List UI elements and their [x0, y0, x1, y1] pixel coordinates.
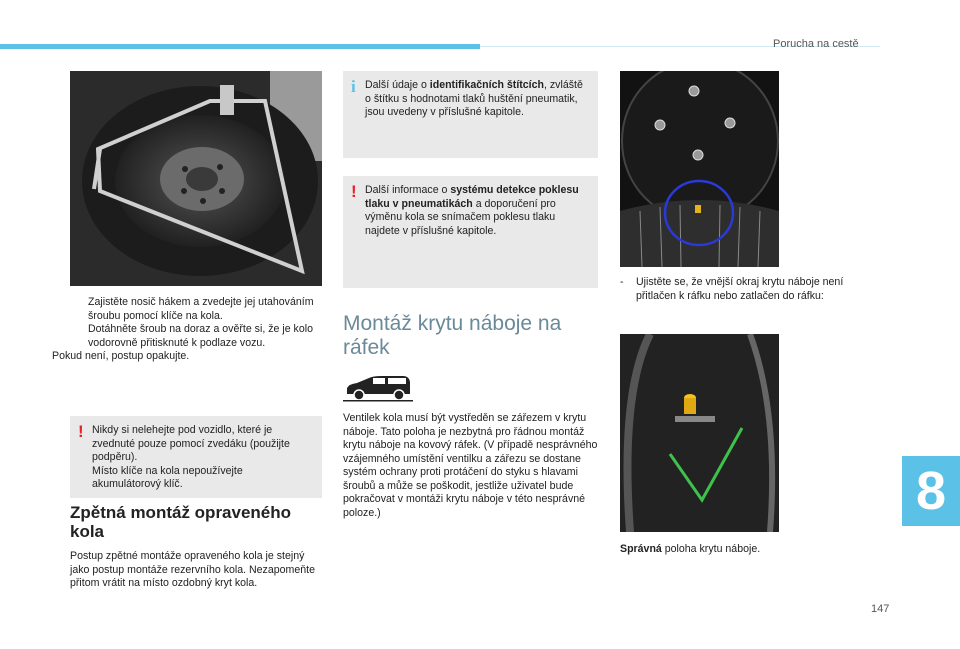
procedure-steps: [52, 296, 322, 364]
list-item-text: Dotáhněte šroub na doraz a ověřte si, že je kolo vodorovně přitisknuté k podlaze vozu.: [88, 323, 313, 349]
chapter-tab: 8: [902, 456, 960, 526]
info-note-labels: [343, 71, 598, 158]
valve-checkmark-photo: [620, 334, 779, 532]
header-accent-bar: [0, 44, 480, 49]
warning-note-tpms: [343, 176, 598, 288]
warning-text-2: Místo klíče na kola nepoužívejte akumulátorový klíč.: [92, 464, 243, 490]
check-hubcap-step: [620, 276, 882, 303]
caption-text: poloha krytu náboje.: [661, 543, 761, 555]
list-item: [70, 296, 322, 323]
photo-caption: [620, 543, 760, 555]
warning-text-bold: systému detekce poklesu tlaku v pneumatikách: [365, 184, 579, 210]
wheel-hub-bolts-photo: [620, 71, 779, 267]
chapter-title: Porucha na cestě: [773, 38, 859, 50]
list-item: [70, 323, 322, 350]
caption-bold: Správná: [620, 543, 662, 555]
warning-text-suffix: a doporučení pro výměnu kola se snímačem poklesu tlaku najdete v příslušné kapitole.: [365, 197, 556, 237]
info-text-bold: identifikačních štítcích: [429, 79, 544, 91]
warning-text-1: Nikdy si nelehejte pod vozidlo, které je zvednuté pouze pomocí zvedáku (použijte podpěru).: [92, 424, 290, 463]
section-text-refit: Postup zpětné montáže opraveného kola je stejný jako postup montáže rezervního kola. Nezapomeňte přitom vrátit na místo ozdobný kryt kola.: [70, 550, 315, 589]
info-icon: i: [351, 77, 356, 96]
van-silhouette-icon: [343, 374, 413, 402]
section-title-refit: Zpětná montáž opraveného kola: [70, 503, 292, 541]
spare-wheel-carrier-photo: [70, 71, 322, 286]
warning-exclamation-icon: !: [78, 422, 84, 441]
warning-exclamation-icon: !: [351, 182, 357, 201]
hubcap-instructions: Ventilek kola musí být vystředěn se zářezem v krytu náboje. Tato poloha je nezbytná pro řádnou montáž krytu náboje na kovový ráfek. (V případě nesprávného vzájemného umístění ventilku a zářezu se dostane systém ochrany proti protáčení do styku s hlavami šroubů a může se poškodit, jestliže uživatel bude pokračovat v montáži krytu náboje v této nesprávné poloze.): [343, 412, 598, 519]
list-item-text: Zajistěte nosič hákem a zvedejte jej utahováním šroubu pomocí klíče na kola.: [88, 296, 314, 322]
check-hubcap-text: Ujistěte se, že vnější okraj krytu náboje není přitlačen k ráfku nebo zatlačen do ráfku:: [636, 276, 844, 302]
warning-text-prefix: Další informace o: [365, 184, 451, 196]
page-number: 147: [871, 603, 890, 615]
section-title-hubcap: Montáž krytu náboje na ráfek: [343, 312, 562, 359]
warning-note-jack: [70, 416, 322, 498]
list-tail-text: Pokud není, postup opakujte.: [52, 350, 190, 362]
info-text-prefix: Další údaje o: [365, 79, 430, 91]
dash-bullet: -: [620, 276, 624, 288]
info-text-suffix: , zvláště o štítku s hodnotami tlaků huštění pneumatik, jsou uvedeny v příslušné kapitole.: [365, 79, 583, 118]
